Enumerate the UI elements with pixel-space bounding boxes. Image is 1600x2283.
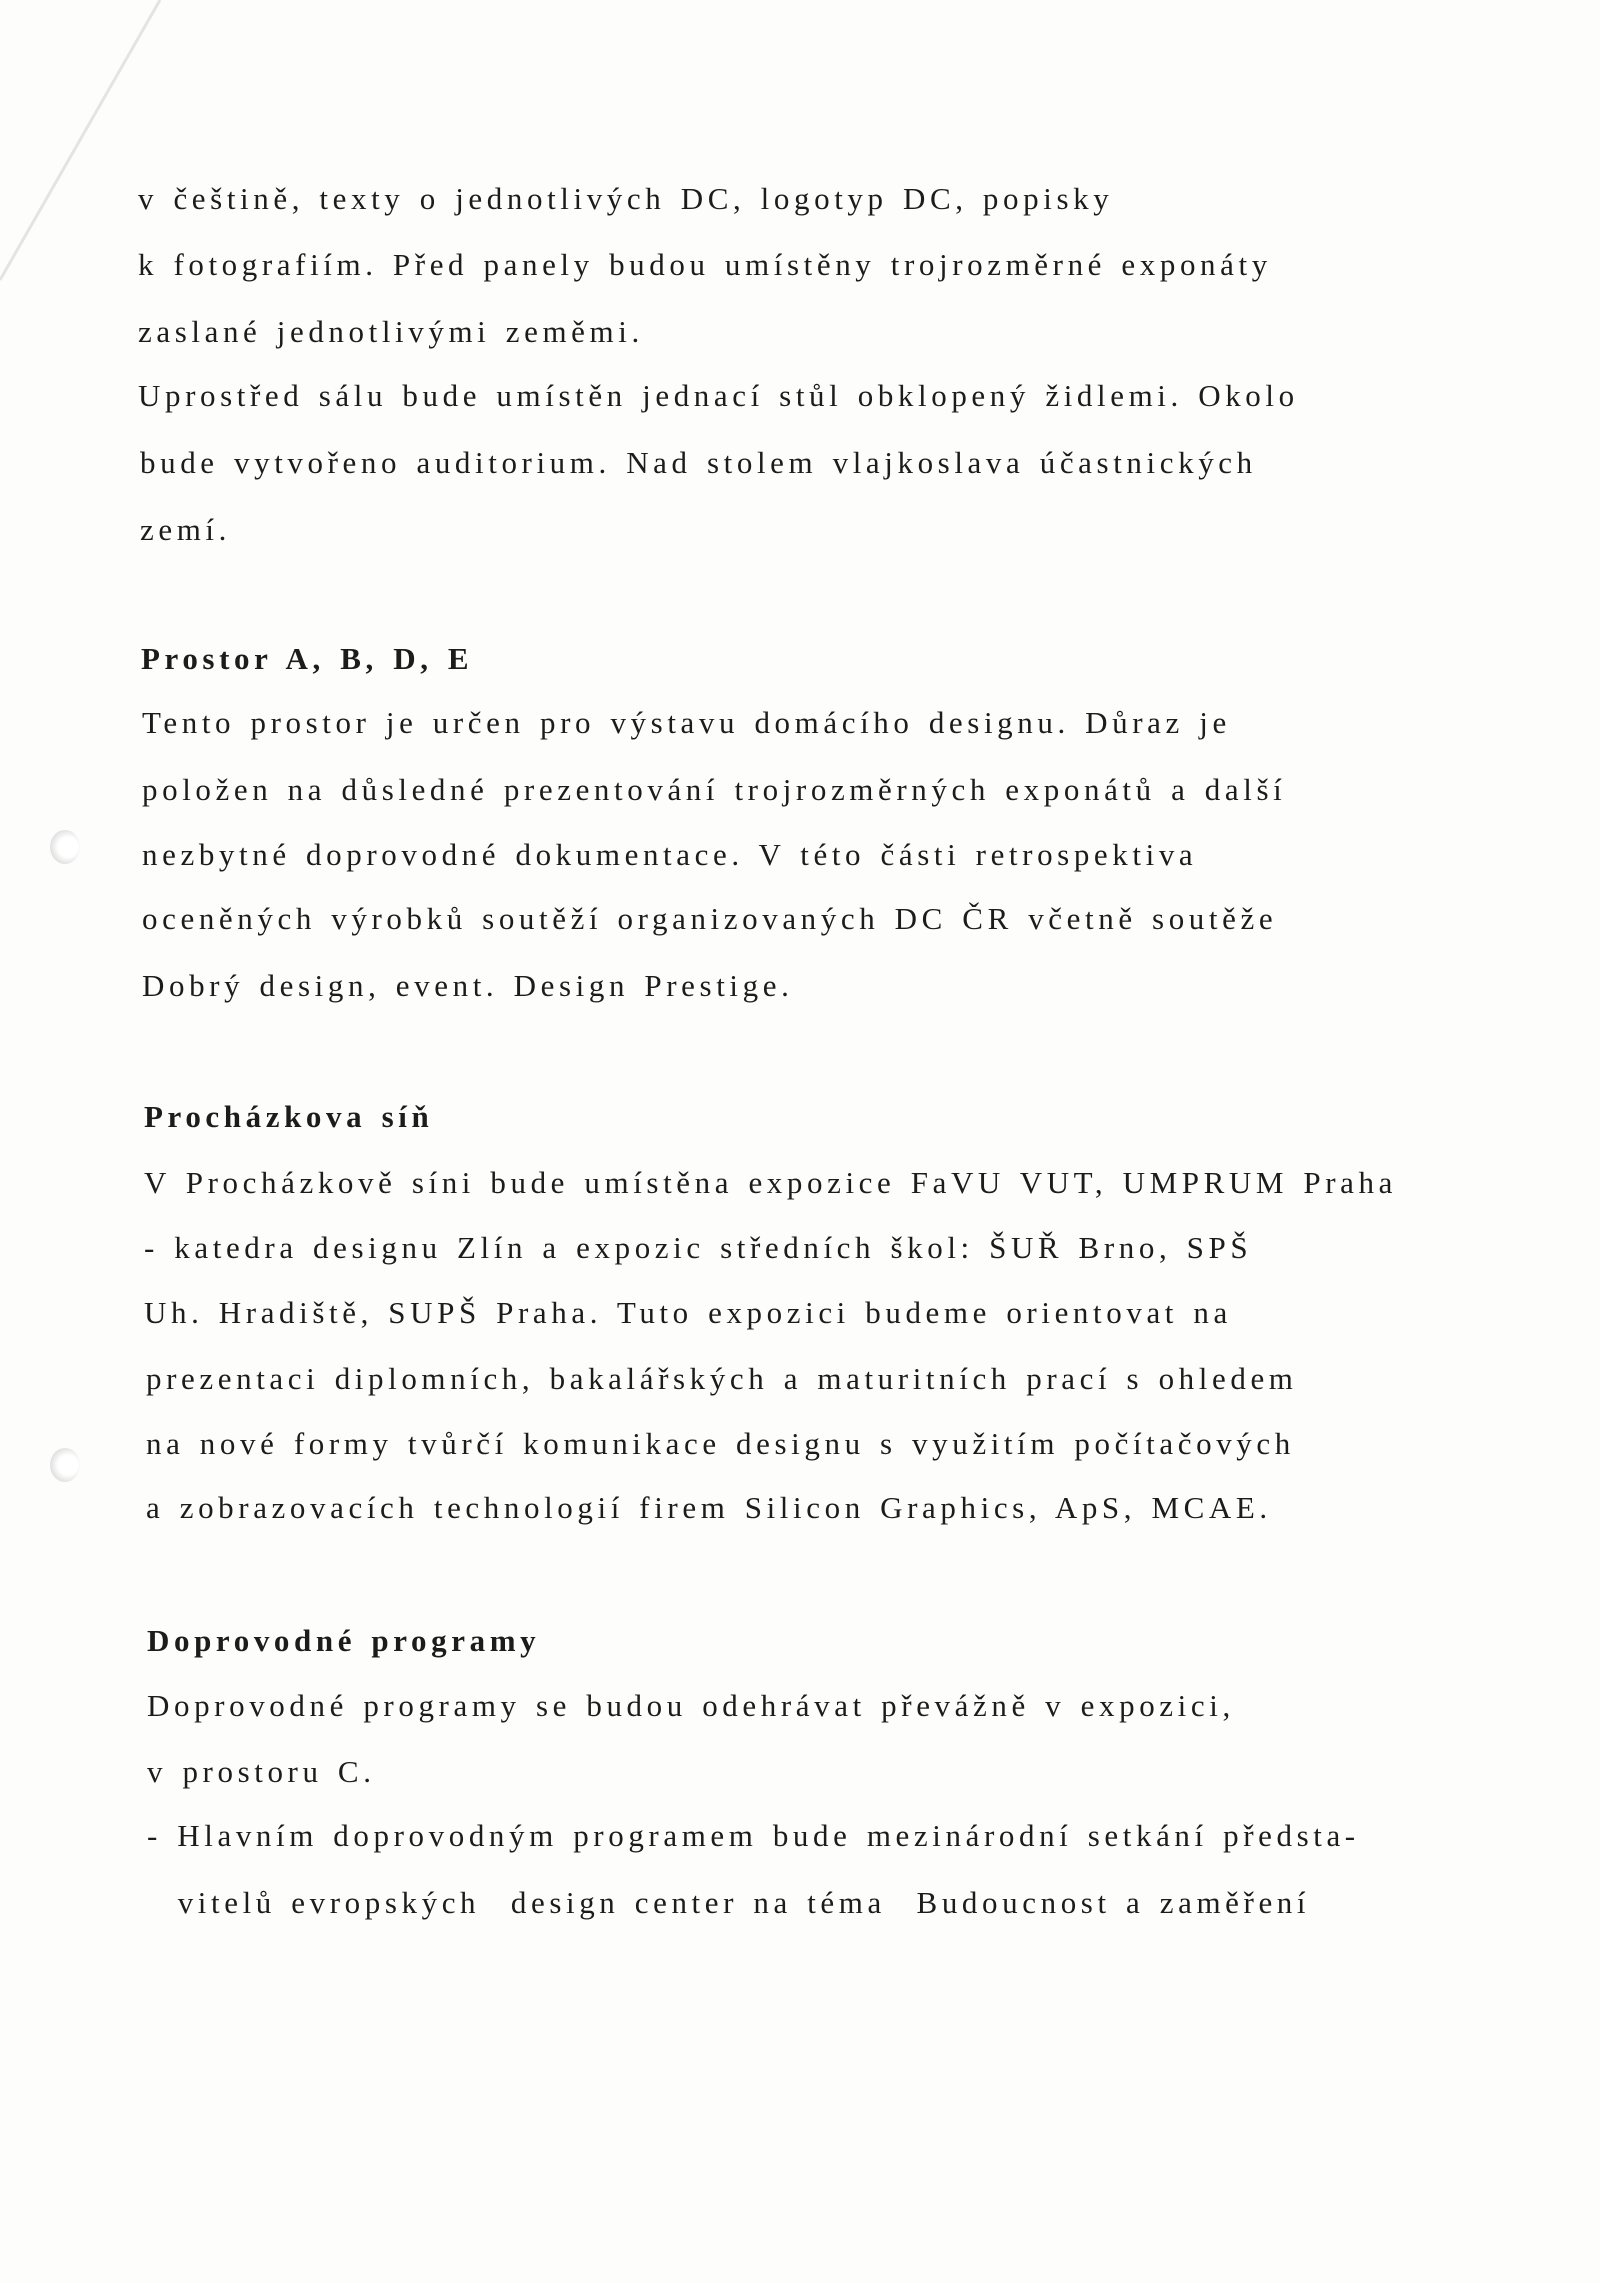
text-line: prezentaci diplomních, bakalářských a maturitních prací s ohledem xyxy=(146,1361,1298,1396)
section-heading: Prostor A, B, D, E xyxy=(141,641,474,676)
text-line: zemí. xyxy=(140,512,231,547)
text-line: bude vytvořeno auditorium. Nad stolem vlajkoslava účastnických xyxy=(140,445,1257,480)
text-line: Uh. Hradiště, SUPŠ Praha. Tuto expozici budeme orientovat na xyxy=(144,1295,1232,1330)
text-line: - katedra designu Zlín a expozic středních škol: ŠUŘ Brno, SPŠ xyxy=(144,1230,1253,1265)
list-item: - Hlavním doprovodným programem bude mezinárodní setkání předsta- xyxy=(147,1818,1360,1853)
text-line: k fotografiím. Před panely budou umístěny trojrozměrné exponáty xyxy=(138,247,1272,282)
text-line: v češtině, texty o jednotlivých DC, logotyp DC, popisky xyxy=(138,181,1114,216)
text-line: Dobrý design, event. Design Prestige. xyxy=(142,968,794,1003)
text-line: na nové formy tvůrčí komunikace designu s využitím počítačových xyxy=(146,1426,1295,1461)
text-line: Doprovodné programy se budou odehrávat převážně v expozici, xyxy=(147,1688,1235,1723)
text-line: V Procházkově síni bude umístěna expozice FaVU VUT, UMPRUM Praha xyxy=(144,1165,1397,1200)
section-heading: Doprovodné programy xyxy=(147,1623,541,1658)
punch-hole-icon xyxy=(50,1448,80,1482)
text-line: v prostoru C. xyxy=(147,1754,376,1789)
text-line: položen na důsledné prezentování trojrozměrných exponátů a další xyxy=(142,772,1287,807)
punch-hole-icon xyxy=(50,830,80,864)
text-line: oceněných výrobků soutěží organizovaných DC ČR včetně soutěže xyxy=(142,901,1278,936)
section-heading: Procházkova síň xyxy=(144,1099,434,1134)
text-line: nezbytné doprovodné dokumentace. V této části retrospektiva xyxy=(142,837,1198,872)
text-line: a zobrazovacích technologií firem Silicon Graphics, ApS, MCAE. xyxy=(146,1490,1272,1525)
list-item-continuation: vitelů evropských design center na téma Budoucnost a zaměření xyxy=(147,1885,1311,1920)
text-line: Uprostřed sálu bude umístěn jednací stůl obklopený židlemi. Okolo xyxy=(138,378,1299,413)
text-line: zaslané jednotlivými zeměmi. xyxy=(138,314,644,349)
text-line: Tento prostor je určen pro výstavu domácího designu. Důraz je xyxy=(142,705,1231,740)
